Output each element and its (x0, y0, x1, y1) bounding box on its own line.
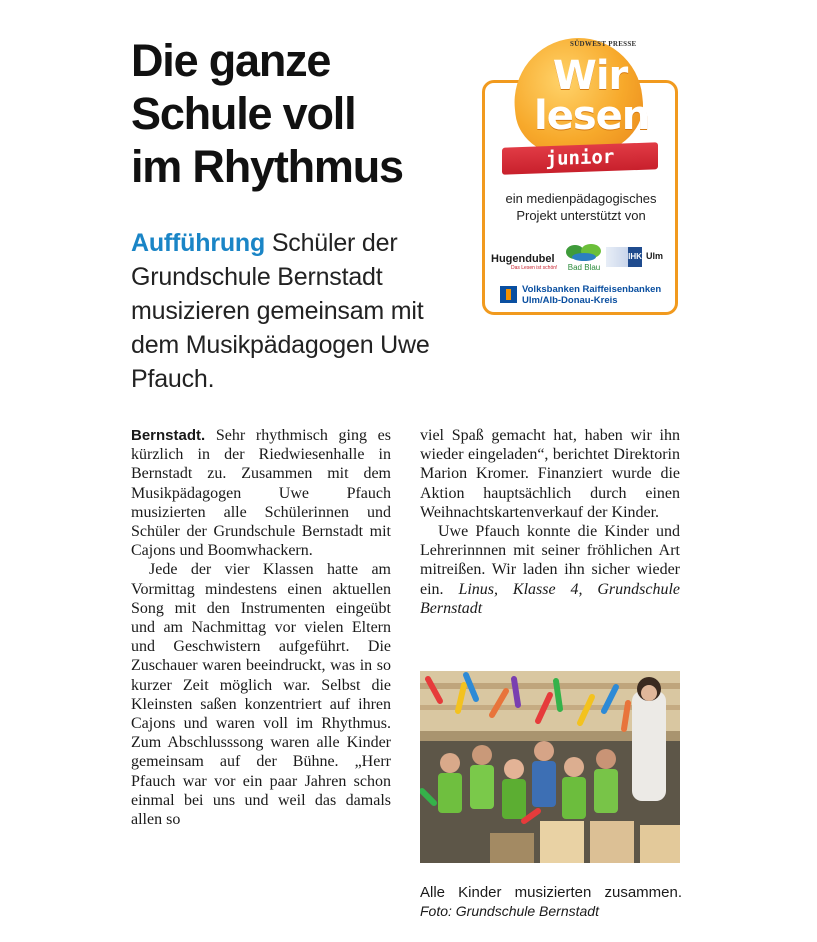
logo-subtitle (486, 190, 676, 224)
paragraph-1 (131, 426, 391, 560)
dek-text: Schüler der Grundschule Bernstadt musizieren gemeinsam mit dem Musikpädagogen Uwe Pfauch. (131, 229, 430, 393)
photo-credit: Foto: Grundschule Bernstadt (420, 903, 599, 919)
sponsor-hugendubel (491, 253, 557, 271)
headline-line-2: Schule voll (131, 88, 356, 139)
logo-junior-bar: junior (502, 142, 658, 174)
logo-word-lesen: lesen (534, 93, 650, 139)
hugendubel-tagline: Das Lesen ist schön! (511, 265, 558, 271)
headline (131, 34, 461, 193)
paragraph-4 (420, 522, 680, 618)
byline: Linus, Klasse 4, Grundschule Bernstadt (420, 580, 680, 617)
article-column-right (420, 426, 680, 618)
dateline: Bernstadt. (131, 427, 206, 444)
headline-line-1: Die ganze (131, 35, 331, 86)
article-column-left (131, 426, 391, 829)
vr-bank-line-2: Ulm/Alb-Donau-Kreis (522, 295, 618, 306)
vr-bank-text (522, 284, 661, 306)
headline-line-3: im Rhythmus (131, 141, 403, 192)
paragraph-1-text: Sehr rhythmisch ging es kürzlich in der Riedwiesenhalle in Bernstadt zu. Zusammen mit dem Musikpädagogen Uwe Pfauch musizierten alle Schülerinnen und Schüler der Grundschule Bernstadt mit Cajons und Boomwhackern. (131, 427, 392, 560)
paragraph-2: Jede der vier Klassen hatte am Vormittag mindestens einen aktuellen Song mit den Instrumenten eingeübt und am Nachmittag vor vielen Eltern und Geschwistern aufgeführt. Die Zuschauer waren beeindruckt, was in so kurzer Zeit möglich war. Selbst die Kleinsten saßen konzentriert auf ihren Cajons und waren voll im Rhythmus. Zum Abschlusssong waren alle Kinder gemeinsam auf der Bühne. „Herr Pfauch war vor ein paar Jahren schon einmal bei uns und weil das damals allen so (131, 561, 391, 829)
logo-subtitle-line-1: ein medienpädagogisches (505, 191, 657, 206)
article-photo (420, 671, 680, 863)
sponsor-bad-blau (562, 243, 606, 272)
ihk-city: Ulm (646, 251, 664, 261)
dek (131, 226, 461, 396)
ihk-logo-mark: IHK (628, 247, 642, 267)
dek-kicker: Aufführung (131, 229, 266, 257)
logo-word-wir: Wir (552, 53, 628, 99)
sponsor-ihk-ulm (606, 247, 670, 267)
bad-blau-name: Bad Blau (567, 263, 601, 272)
children-with-boomwhackers-photo (420, 671, 680, 863)
paragraph-4-text: Uwe Pfauch konnte die Kinder und Lehrerinnnen mit seiner fröhlichen Art mitreißen. Wir laden ihn sicher wieder ein. (420, 523, 680, 598)
vr-bank-icon (500, 286, 517, 303)
caption-text: Alle Kinder musizierten zusammen. (420, 884, 682, 901)
bad-blau-trees-icon (564, 243, 604, 263)
logo-subtitle-line-2: Projekt unterstützt von (516, 208, 646, 223)
paragraph-3: viel Spaß gemacht hat, haben wir ihn wieder eingeladen“, berichtet Direktorin Marion Kromer. Finanziert wurde die Aktion hauptsächlich durch einen Weihnachtskartenverkauf der Kinder. (420, 427, 680, 521)
hugendubel-name: Hugendubel (491, 253, 555, 265)
sponsor-volksbanken (500, 284, 675, 308)
photo-caption (420, 883, 682, 921)
vr-bank-line-1: Volksbanken Raiffeisenbanken (522, 284, 662, 295)
logo-publisher: SÜDWEST PRESSE (570, 40, 637, 48)
